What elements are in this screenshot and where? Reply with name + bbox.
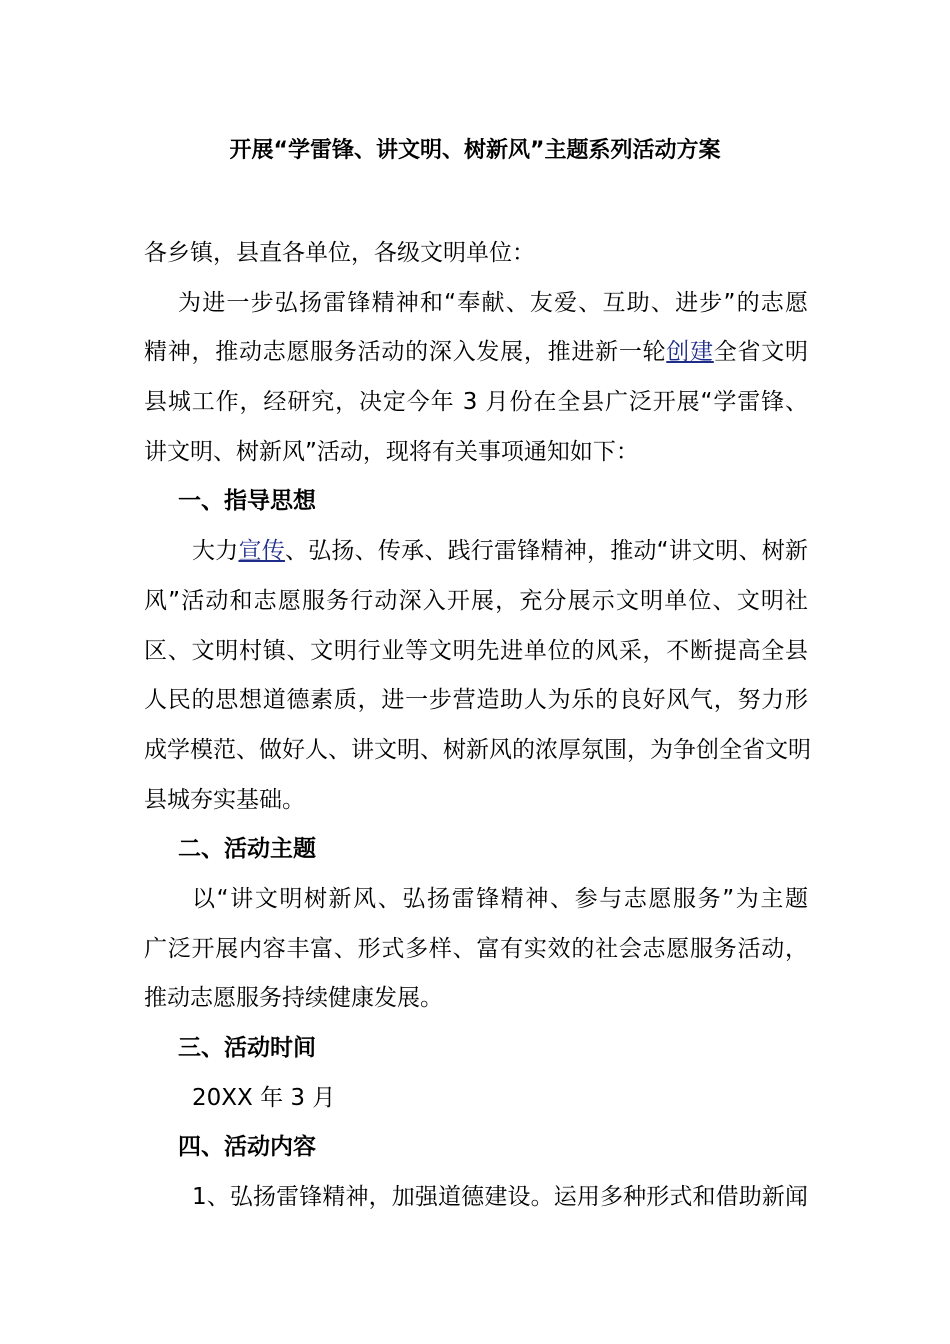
salutation: 各乡镇，县直各单位，各级文明单位：	[144, 240, 535, 266]
section-heading-activity-content: 四、活动内容	[178, 1134, 316, 1161]
intro-line	[144, 328, 808, 378]
section2-line: 以“讲文明树新风、弘扬雷锋精神、参与志愿服务”为主题	[192, 885, 808, 912]
intro-line: 讲文明、树新风”活动，现将有关事项通知如下：	[144, 438, 639, 465]
section1-line: 成学模范、做好人、讲文明、树新风的浓厚氛围，为争创全省文明	[144, 736, 811, 763]
section-heading-activity-time: 三、活动时间	[178, 1035, 316, 1061]
section3-line: 20XX 年 3 月	[192, 1084, 336, 1111]
intro-line: 为进一步弘扬雷锋精神和“奉献、友爱、互助、进步”的志愿	[178, 289, 808, 316]
document-title: 开展“学雷锋、讲文明、树新风”主题系列活动方案	[229, 138, 721, 163]
section1-line	[144, 527, 808, 577]
section2-line: 广泛开展内容丰富、形式多样、富有实效的社会志愿服务活动，	[144, 935, 808, 962]
intro-text: 精神，推动志愿服务活动的深入发展，推进新一轮	[144, 339, 667, 366]
section-heading-guiding-ideology: 一、指导思想	[178, 488, 316, 515]
section1-line: 区、文明村镇、文明行业等文明先进单位的风采，不断提高全县	[144, 637, 808, 664]
section-heading-activity-theme: 二、活动主题	[178, 836, 316, 863]
section1-text: 大力	[192, 538, 239, 565]
section2-line: 推动志愿服务持续健康发展。	[144, 985, 443, 1012]
intro-line: 县城工作，经研究，决定今年 3 月份在全县广泛开展“学雷锋、	[144, 389, 808, 416]
intro-text: 全省文明	[713, 339, 809, 366]
section4-line: 1、弘扬雷锋精神，加强道德建设。运用多种形式和借助新闻	[192, 1184, 808, 1211]
section1-line: 人民的思想道德素质，进一步营造助人为乐的良好风气，努力形	[144, 687, 808, 714]
create-link[interactable]: 创建	[666, 339, 714, 366]
section1-line: 风”活动和志愿服务行动深入开展，充分展示文明单位、文明社	[144, 587, 808, 614]
document-body	[144, 229, 811, 1223]
section1-line: 县城夯实基础。	[144, 786, 305, 813]
publicity-link[interactable]: 宣传	[238, 538, 285, 565]
section1-text: 、弘扬、传承、践行雷锋精神，推动“讲文明、树新	[284, 538, 808, 565]
